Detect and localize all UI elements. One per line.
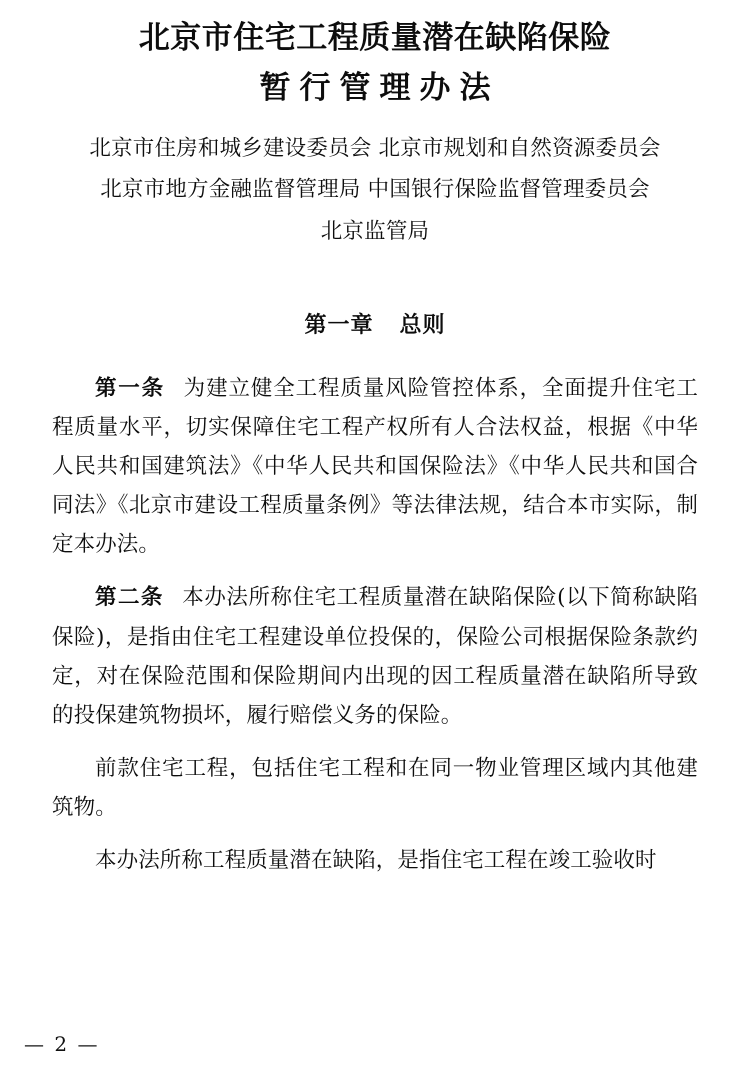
- chapter-heading: [52, 308, 698, 339]
- article-text: 本办法所称住宅工程质量潜在缺陷保险(以下简称缺陷保险)，是指由住宅工程建设单位投保的，保险公司根据保险条款约定，对在保险范围和保险期间内出现的因工程质量潜在缺陷所导致的投保建筑物损坏，履行赔偿义务的保险。: [52, 585, 698, 728]
- article-label: 第二条: [95, 585, 164, 611]
- page-number: — 2 —: [24, 1032, 100, 1056]
- article-label: 第一条: [95, 375, 165, 401]
- issuer-line: 北京监管局: [320, 218, 430, 244]
- page-title-line-1: 北京市住宅工程质量潜在缺陷保险: [138, 20, 612, 56]
- chapter-number: 第一章: [304, 311, 374, 338]
- issuer-line: 北京市地方金融监督管理局 中国银行保险监督管理委员会: [100, 177, 650, 203]
- article-text: 为建立健全工程质量风险管控体系，全面提升住宅工程质量水平，切实保障住宅工程产权所有人合法权益，根据《中华人民共和国建筑法》《中华人民共和国保险法》《中华人民共和国合同法》《北京市建设工程质量条例》等法律法规，结合本市实际，制定本办法。: [52, 375, 698, 558]
- body-paragraph: 前款住宅工程，包括住宅工程和在同一物业管理区域内其他建筑物。: [52, 755, 698, 821]
- article-paragraph: [52, 578, 698, 735]
- issuing-agencies: [52, 128, 698, 252]
- article-paragraph: [52, 369, 698, 565]
- page-title-line-2: 暂行管理办法: [259, 70, 500, 107]
- issuer-line: 北京市住房和城乡建设委员会 北京市规划和自然资源委员会: [89, 136, 661, 162]
- body-paragraph: 本办法所称工程质量潜在缺陷，是指住宅工程在竣工验收时: [95, 848, 657, 874]
- chapter-name: 总则: [399, 311, 446, 338]
- document-body: [52, 369, 698, 881]
